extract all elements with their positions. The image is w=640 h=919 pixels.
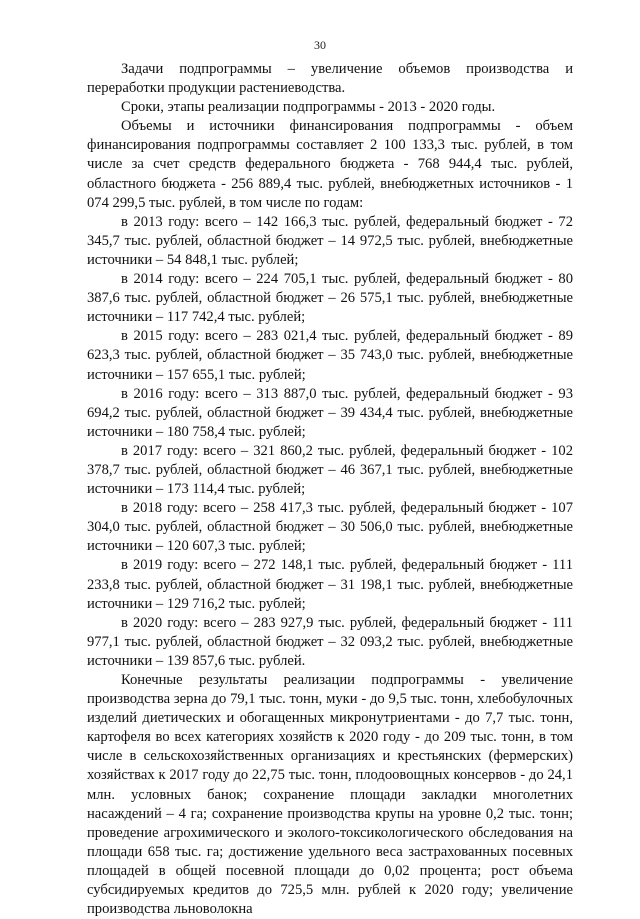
funding-year-2017-paragraph: в 2017 году: всего – 321 860,2 тыс. рублей, федеральный бюджет - 102 378,7 тыс. рублей, областной бюджет – 46 367,1 тыс. рублей, внебюджетные источники – 173 114,4 тыс. рублей; xyxy=(87,442,573,498)
funding-year-2019-paragraph: в 2019 году: всего – 272 148,1 тыс. рублей, федеральный бюджет - 111 233,8 тыс. рублей, областной бюджет – 31 198,1 тыс. рублей, внебюджетные источники – 129 716,2 тыс. рублей; xyxy=(87,557,573,612)
expected-results-paragraph: Конечные результаты реализации подпрограммы - увеличение производства зерна до 79,1 тыс. тонн, муки - до 9,5 тыс. тонн, хлебобулочных изделий диетических и обогащенных микронутриентами - до 7,7 тыс. тонн, картофеля во всех категориях хозяйств к 2020 году - до 209 тыс. тонн, в том числе в сельскохозяйственных организациях и крестьянских (фермерских) хозяйствах к 2017 году до 22,75 тыс. тонн, плодоовощных консервов - до 24,1 млн. условных банок; сохранение площади закладки многолетних насаждений – 4 га; сохранение производства крупы на уровне 0,2 тыс. тонн; проведение агрохимического и эколого-токсикологического обследования на площади 658 тыс. га; достижение удельного веса застрахованных посевных площадей в общей посевной площади до 0,02 процента; рост объема субсидируемых кредитов до 725,5 млн. рублей к 2020 году; увеличение производства льноволокна xyxy=(87,672,573,918)
funding-summary-paragraph: Объемы и источники финансирования подпрограммы - объем финансирования подпрограммы составляет 2 100 133,3 тыс. рублей, в том числе за счет средств федерального бюджета - 768 944,4 тыс. рублей, областного бюджета - 256 889,4 тыс. рублей, внебюджетных источников - 1 074 299,5 тыс. рублей, в том числе по годам: xyxy=(87,118,573,211)
page-number: 30 xyxy=(314,38,326,52)
document-body xyxy=(87,60,573,919)
subprogram-goals-paragraph: Задачи подпрограммы – увеличение объемов производства и переработки продукции растениеводства. xyxy=(87,61,573,97)
funding-year-2014-paragraph: в 2014 году: всего – 224 705,1 тыс. рублей, федеральный бюджет - 80 387,6 тыс. рублей, областной бюджет – 26 575,1 тыс. рублей, внебюджетные источники – 117 742,4 тыс. рублей; xyxy=(87,271,573,326)
funding-year-2018-paragraph: в 2018 году: всего – 258 417,3 тыс. рублей, федеральный бюджет - 107 304,0 тыс. рублей, областной бюджет – 30 506,0 тыс. рублей, внебюджетные источники – 120 607,3 тыс. рублей; xyxy=(87,500,573,555)
subprogram-timeline-paragraph: Сроки, этапы реализации подпрограммы - 2013 - 2020 годы. xyxy=(121,99,496,116)
funding-year-2015-paragraph: в 2015 году: всего – 283 021,4 тыс. рублей, федеральный бюджет - 89 623,3 тыс. рублей, областной бюджет – 35 743,0 тыс. рублей, внебюджетные источники – 157 655,1 тыс. рублей; xyxy=(87,328,573,383)
funding-year-2016-paragraph: в 2016 году: всего – 313 887,0 тыс. рублей, федеральный бюджет - 93 694,2 тыс. рублей, областной бюджет – 39 434,4 тыс. рублей, внебюджетные источники – 180 758,4 тыс. рублей; xyxy=(87,385,573,440)
funding-year-2013-paragraph: в 2013 году: всего – 142 166,3 тыс. рублей, федеральный бюджет - 72 345,7 тыс. рублей, областной бюджет – 14 972,5 тыс. рублей, внебюджетные источники – 54 848,1 тыс. рублей; xyxy=(87,213,573,268)
funding-year-2020-paragraph: в 2020 году: всего – 283 927,9 тыс. рублей, федеральный бюджет - 111 977,1 тыс. рублей, областной бюджет – 32 093,2 тыс. рублей, внебюджетные источники – 139 857,6 тыс. рублей. xyxy=(87,614,573,669)
